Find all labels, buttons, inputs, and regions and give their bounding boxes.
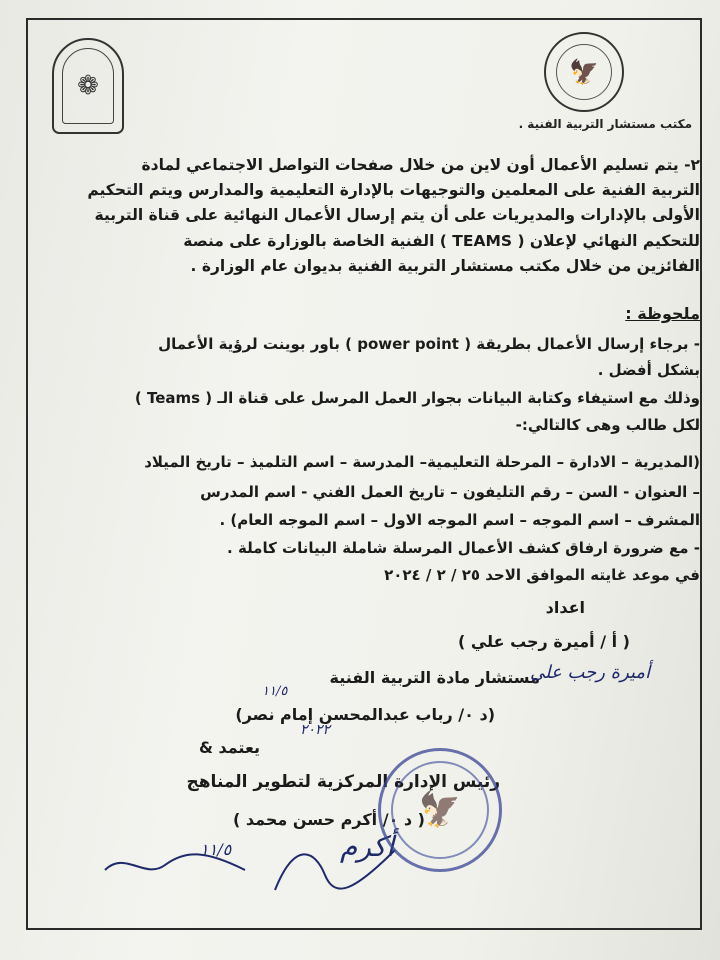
office-name: مكتب مستشار التربية الفنية . [518, 117, 692, 131]
head-title: رئيس الإدارة المركزية لتطوير المناهج [186, 772, 500, 792]
body-line: الأولى بالإدارات والمديريات على أن يتم إرسال الأعمال النهائية على قناة التربية [94, 206, 700, 224]
ministry-logo [544, 32, 624, 112]
prepared-name: ( أ / أميرة رجب علي ) [457, 632, 630, 651]
deadline-line: في موعد غايته الموافق الاحد ٢٥ / ٢ / ٢٠٢٤ [384, 566, 700, 584]
advisor-office-logo [52, 38, 124, 134]
advisor-title: مستشار مادة التربية الفنية [329, 668, 540, 687]
note-line: (المديرية – الادارة – المرحلة التعليمية– المدرسة – اسم التلميذ – تاريخ الميلاد [144, 453, 700, 471]
ornament-icon: ❁ [77, 71, 99, 101]
body-line: للتحكيم النهائي لإعلان ( TEAMS ) الفنية الخاصة بالوزارة على منصة [183, 232, 700, 250]
note-line: المشرف – اسم الموجه – اسم الموجه الاول – اسم الموجه العام) . [219, 511, 700, 529]
note-title: ملحوظة : [625, 304, 700, 323]
handwritten-date: ١١/٥ [262, 684, 288, 699]
body-line: التربية الفنية على المعلمين والتوجيهات بالإدارة التعليمية والمدارس ويتم التحكيم [87, 181, 700, 199]
official-stamp [378, 748, 502, 872]
advisor-name: (د ٠/ رباب عبدالمحسن إمام نصر) [235, 705, 495, 724]
head-name: ( د ٠/ أكرم حسن محمد ) [233, 810, 425, 829]
note-line: بشكل أفضل . [597, 361, 700, 379]
signature-strokes [95, 820, 415, 900]
note-line: وذلك مع استيفاء وكتابة البيانات بجوار العمل المرسل على قناة الـ ( Teams ) [134, 389, 700, 407]
approve-label: يعتمد & [198, 738, 260, 757]
note-line: لكل طالب وهى كالتالي:- [515, 416, 700, 434]
handwritten-year: ٢٠٢٢ [300, 722, 331, 738]
note-line: - مع ضرورة ارفاق كشف الأعمال المرسلة شاملة البيانات كاملة . [227, 539, 700, 557]
body-line: الفائزين من خلال مكتب مستشار التربية الفنية بديوان عام الوزارة . [190, 257, 700, 275]
note-line: – العنوان - السن – رقم التليفون – تاريخ العمل الفني - اسم المدرس [200, 483, 700, 501]
body-line: ٢- يتم تسليم الأعمال أون لاين من خلال صفحات التواصل الاجتماعي لمادة [141, 156, 700, 174]
handwritten-signature-amira: أميرة رجب علي [530, 662, 651, 683]
handwritten-signature-akram: أكرم [340, 830, 394, 863]
note-line: - برجاء إرسال الأعمال بطريقة ( power point ) باور بوينت لرؤية الأعمال [158, 335, 700, 353]
prepared-label: اعداد [545, 598, 585, 617]
handwritten-date-2: ١١/٥ [200, 840, 232, 859]
eagle-icon: 🦅 [569, 58, 599, 86]
eagle-icon: 🦅 [418, 790, 462, 830]
